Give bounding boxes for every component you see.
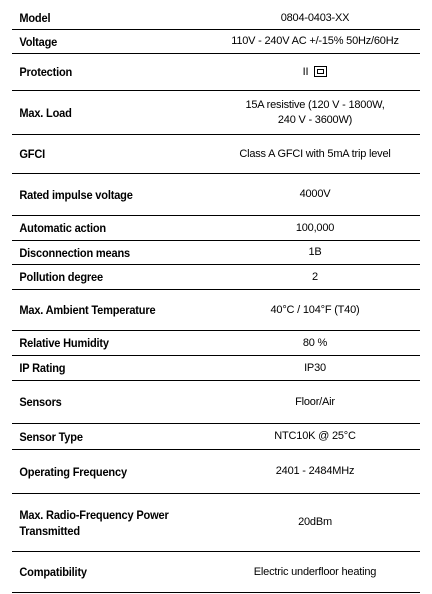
spec-label: Sensor Type xyxy=(19,429,83,444)
spec-row-protection xyxy=(12,54,420,90)
spec-row-max-load xyxy=(12,91,420,134)
spec-value: 0804-0403-XX xyxy=(280,11,350,24)
spec-label: Compatibility xyxy=(19,565,87,579)
spec-value: 40°C / 104°F (T40) xyxy=(270,303,360,316)
spec-row-model xyxy=(12,7,420,29)
spec-label: Automatic action xyxy=(19,221,106,235)
spec-label xyxy=(12,507,194,539)
spec-row-max-rf-power xyxy=(12,494,420,551)
spec-row-compatibility xyxy=(12,552,420,592)
spec-value-line: 15A resistive (120 V - 1800W, xyxy=(245,98,385,111)
spec-label: Rated impulse voltage xyxy=(19,187,133,202)
spec-value-line: 240 V - 3600W) xyxy=(277,113,353,126)
spec-value xyxy=(210,65,420,80)
spec-value: 1B xyxy=(308,246,322,258)
spec-row-pollution-degree xyxy=(12,265,420,289)
spec-label: Max. Ambient Temperature xyxy=(19,303,156,317)
class-ii-double-square-icon xyxy=(314,66,327,77)
spec-row-gfci xyxy=(12,135,420,173)
spec-value: 100,000 xyxy=(295,221,335,234)
spec-row-disconnection-means xyxy=(12,241,420,264)
spec-row-operating-frequency xyxy=(12,450,420,493)
spec-row-relative-humidity xyxy=(12,331,420,355)
spec-row-automatic-action xyxy=(12,216,420,240)
spec-row-ip-rating xyxy=(12,356,420,380)
spec-label: Operating Frequency xyxy=(19,464,127,479)
spec-label: Max. Load xyxy=(19,105,72,120)
spec-value: Electric underfloor heating xyxy=(253,565,377,578)
spec-label-line: Transmitted xyxy=(19,523,80,538)
spec-row-voltage xyxy=(12,30,420,53)
spec-value: 4000V xyxy=(299,188,331,200)
spec-label: Protection xyxy=(19,65,73,79)
row-divider xyxy=(12,592,420,593)
spec-label: Pollution degree xyxy=(19,270,103,284)
spec-value: 2401 - 2484MHz xyxy=(275,465,355,477)
spec-label: IP Rating xyxy=(19,361,66,375)
spec-row-rated-impulse-voltage xyxy=(12,174,420,215)
protection-class-text: II xyxy=(302,65,309,78)
spec-value: 80 % xyxy=(302,336,328,349)
spec-value: Floor/Air xyxy=(295,395,335,408)
spec-row-sensors xyxy=(12,381,420,423)
spec-label: Sensors xyxy=(19,395,62,409)
spec-value xyxy=(210,98,420,128)
spec-label: Voltage xyxy=(19,34,58,49)
spec-label: Disconnection means xyxy=(19,245,130,260)
spec-value: 2 xyxy=(312,270,318,283)
spec-row-sensor-type xyxy=(12,424,420,449)
spec-value: NTC10K @ 25°C xyxy=(274,430,356,442)
spec-value: Class A GFCI with 5mA trip level xyxy=(239,147,391,160)
spec-value: 110V - 240V AC +/-15% 50Hz/60Hz xyxy=(231,35,399,47)
spec-value: IP30 xyxy=(304,361,326,374)
spec-label: GFCI xyxy=(19,147,46,161)
spec-row-max-ambient-temperature xyxy=(12,290,420,330)
spec-label-line: Max. Radio-Frequency Power xyxy=(19,507,169,522)
spec-value: 20dBm xyxy=(298,516,332,528)
spec-label: Model xyxy=(19,11,51,25)
spec-label: Relative Humidity xyxy=(19,336,109,350)
